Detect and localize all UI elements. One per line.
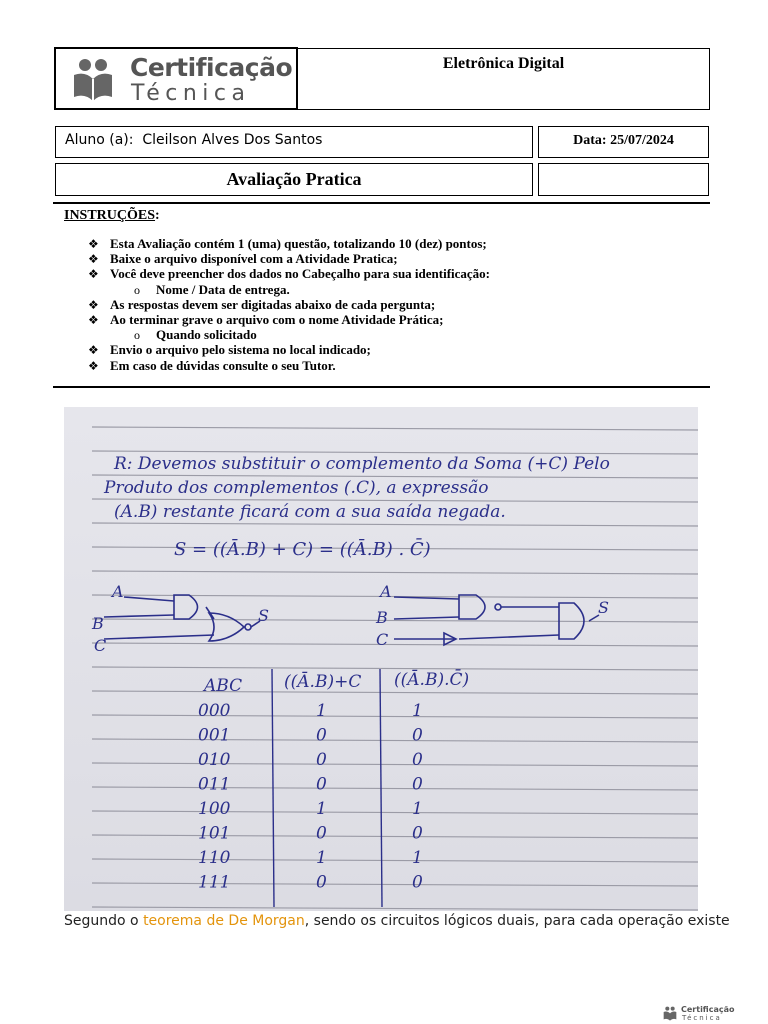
list-item: ❖ Você deve preencher dos dados no Cabeçalho para sua identificação: [88, 266, 491, 282]
logo-title: Certificação [130, 53, 293, 82]
de-morgan-link[interactable]: teorema de De Morgan [143, 913, 305, 929]
instructions-title: INSTRUÇÕES: [64, 208, 160, 223]
list-item: ❖ As respostas devem ser digitadas abaixo de cada pergunta; [88, 296, 436, 312]
answer-line-1: R: Devemos substituir o complemento da Soma (+C) Pelo [114, 454, 610, 474]
course-title: Eletrônica Digital [442, 55, 565, 72]
ruled-line [92, 811, 698, 814]
ruled-line [92, 763, 698, 766]
table-cell: 0 [412, 774, 423, 795]
circle-bullet-icon: o [134, 282, 140, 297]
ruled-line [92, 739, 698, 742]
ruled-line [92, 859, 698, 862]
ruled-line [92, 907, 698, 910]
grade-box [538, 163, 709, 196]
list-item: ❖ Envio o arquivo pelo sistema no local indicado; [88, 342, 371, 358]
answer-line-3: (A.B) restante ficará com a sua saída negada. [114, 502, 506, 522]
table-cell: 0 [316, 750, 327, 770]
table-cell: 100 [198, 799, 231, 819]
output-s-label-1: S [258, 606, 269, 625]
table-cell: 0 [316, 774, 327, 795]
table-cell: 000 [198, 701, 231, 721]
table-cell: 0 [412, 823, 423, 844]
diamond-bullet-icon: ❖ [88, 343, 99, 358]
caption: Segundo o teorema de De Morgan, sendo os circuitos lógicos duais, para cada operação existe [64, 913, 730, 929]
input-c-label-1: C [94, 636, 107, 655]
table-header-abc: ABC [204, 676, 243, 696]
table-cell: 1 [412, 701, 423, 721]
date-box [538, 126, 709, 158]
table-cell: 0 [412, 872, 423, 893]
logo-book-icon [70, 57, 116, 105]
list-item: ❖ Ao terminar grave o arquivo com o nome Atividade Prática; [88, 311, 444, 327]
ruled-line [92, 571, 698, 574]
list-item: ❖ Em caso de dúvidas consulte o seu Tutor. [88, 357, 336, 373]
table-cell: 1 [316, 701, 327, 721]
table-cell: 111 [198, 872, 231, 893]
logo-box [54, 47, 298, 110]
table-cell: 011 [198, 774, 231, 795]
list-subitem: o Nome / Data de entrega. [134, 281, 290, 297]
input-b-label-1: B [92, 614, 104, 633]
diamond-bullet-icon: ❖ [88, 358, 99, 373]
instructions-list [88, 236, 490, 373]
course-title-box [297, 48, 710, 110]
diamond-bullet-icon: ❖ [88, 297, 99, 312]
input-b-label-2: B [376, 608, 388, 627]
diamond-bullet-icon: ❖ [88, 312, 99, 327]
table-cell: 0 [316, 725, 327, 746]
ruled-line [92, 427, 698, 430]
list-item: ❖ Baixe o arquivo disponível com a Atividade Pratica; [88, 251, 398, 267]
equation: S = ((Ā.B) + C) = ((Ā.B) . C̄) [174, 539, 431, 560]
footer-book-icon [662, 1006, 678, 1022]
handwritten-answer-photo [64, 407, 698, 911]
ruled-line [92, 691, 698, 694]
date-text: Data: 25/07/2024 [573, 133, 674, 148]
footer-logo-title: Certificação [681, 1005, 735, 1014]
divider-bottom [53, 386, 710, 388]
table-cell: 001 [198, 725, 231, 746]
footer-logo [662, 1004, 734, 1024]
input-c-label-2: C [376, 630, 389, 649]
table-cell: 0 [316, 823, 327, 844]
student-name: Aluno (a): Cleilson Alves Dos Santos [65, 132, 323, 148]
diamond-bullet-icon: ❖ [88, 237, 99, 251]
circuit-1 [104, 595, 260, 641]
assessment-title: Avaliação Pratica [226, 169, 362, 189]
diamond-bullet-icon: ❖ [88, 267, 99, 282]
truth-table [198, 668, 469, 893]
circle-bullet-icon: o [134, 328, 140, 343]
table-header-expr2: ((Ā.B).C̄) [394, 670, 470, 690]
ruled-line [92, 787, 698, 790]
table-cell: 1 [316, 799, 327, 819]
table-cell: 101 [198, 823, 231, 844]
table-cell: 0 [412, 750, 423, 770]
diamond-bullet-icon: ❖ [88, 252, 99, 267]
table-cell: 1 [412, 848, 423, 868]
ruled-lines [92, 427, 698, 910]
answer-line-2: Produto dos complementos (.C), a expressão [104, 478, 489, 498]
table-header-expr1: ((Ā.B)+C [284, 672, 362, 692]
ruled-line [92, 523, 698, 526]
output-s-label-2: S [598, 598, 609, 617]
list-item: ❖ Esta Avaliação contém 1 (uma) questão, totalizando 10 (dez) pontos; [88, 236, 487, 251]
table-cell: 0 [316, 872, 327, 893]
student-box [55, 126, 533, 158]
ruled-line [92, 715, 698, 718]
ruled-line [92, 643, 698, 646]
table-cell: 0 [412, 725, 423, 746]
table-cell: 010 [198, 750, 231, 770]
notebook-page [64, 407, 698, 911]
logo-subtitle: Técnica [131, 81, 251, 106]
table-cell: 1 [412, 799, 423, 819]
divider-top [53, 202, 710, 204]
table-cell: 110 [198, 848, 231, 868]
table-cell: 1 [316, 848, 327, 868]
ruled-line [92, 835, 698, 838]
input-a-label-2: A [380, 582, 392, 601]
list-subitem: o Quando solicitado [134, 327, 257, 343]
circuit-2 [394, 595, 599, 645]
assessment-title-box [55, 163, 533, 196]
ruled-line [92, 883, 698, 886]
footer-logo-subtitle: Técnica [682, 1014, 722, 1022]
input-a-label-1: A [112, 582, 124, 601]
